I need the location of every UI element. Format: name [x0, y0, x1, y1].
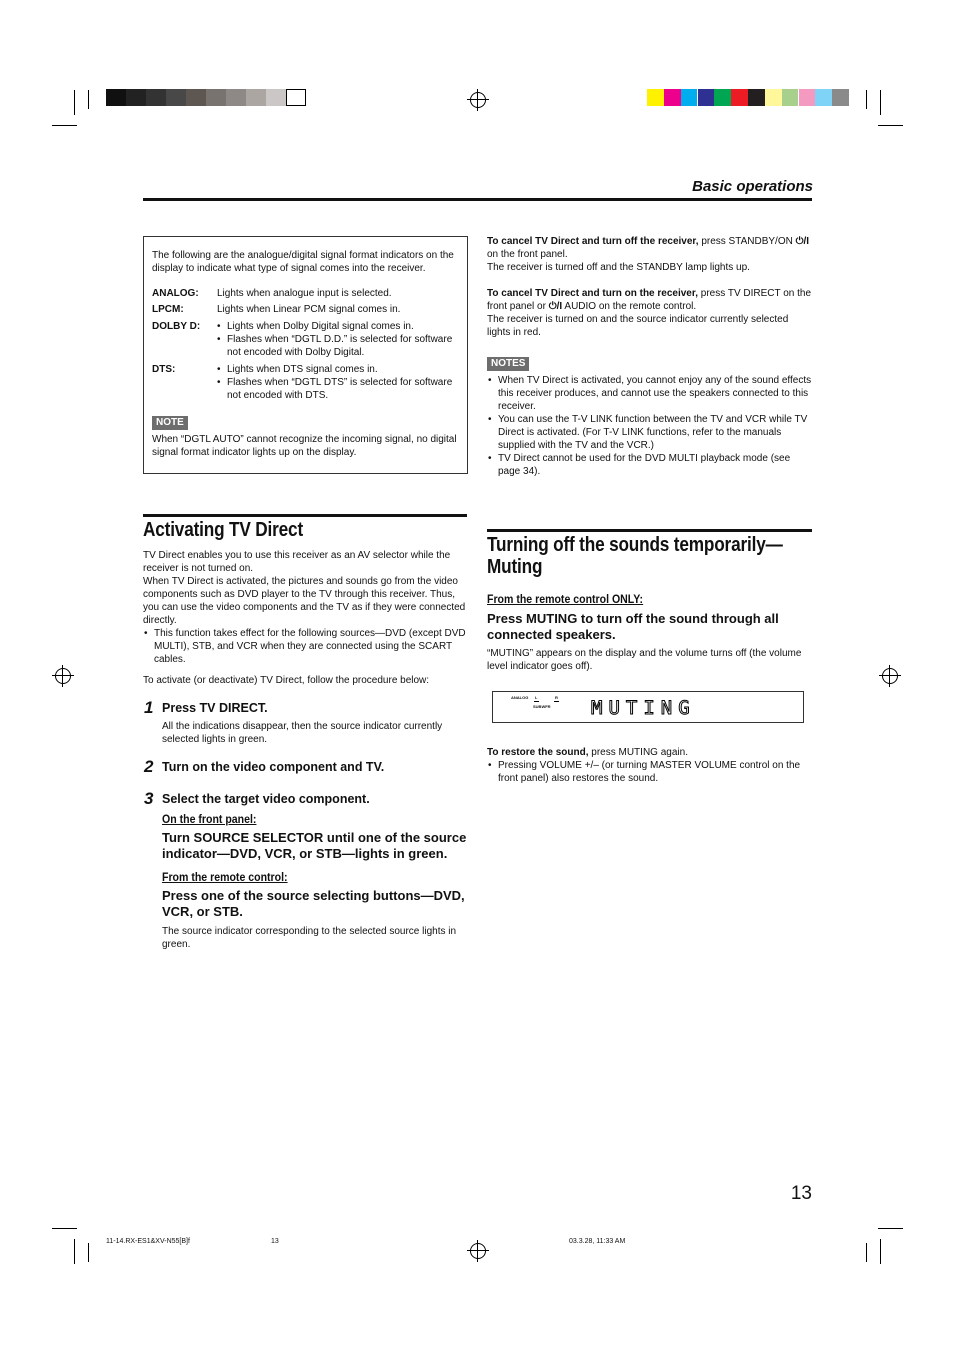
- color-swatch: [832, 89, 849, 106]
- power-symbol-icon: ⏻/I: [795, 236, 810, 247]
- tv-direct-p1: TV Direct enables you to use this receiver as an AV selector while the receiver is not turned on.: [143, 550, 451, 574]
- muting-display-text: MUTING: [591, 697, 696, 719]
- left-channel-indicator: L: [535, 695, 538, 700]
- tv-direct-title: Activating TV Direct: [143, 519, 304, 541]
- def-analog: [152, 287, 457, 300]
- footer-page: 13: [271, 1238, 279, 1245]
- def-term: DTS:: [152, 364, 176, 375]
- note-item: • When TV Direct is activated, you cannot enjoy any of the sound effects this receiver produces, and cannot use the speakers connected to this receiver.: [487, 374, 812, 413]
- step-2-text: Turn on the video component and TV.: [162, 760, 385, 774]
- cancel-off-a: press STANDBY/ON: [698, 236, 796, 247]
- color-swatch: [246, 89, 266, 106]
- restore-rest: press MUTING again.: [588, 747, 688, 758]
- header-rule: [143, 198, 812, 201]
- def-dts: [152, 363, 457, 402]
- color-swatch: [206, 89, 226, 106]
- def-desc: Lights when Linear PCM signal comes in.: [217, 304, 401, 315]
- footer-date: 03.3.28, 11:33 AM: [569, 1238, 626, 1245]
- crop-mark: [74, 1239, 75, 1264]
- tv-direct-bullet: • This function takes effect for the following sources—DVD (except DVD MULTI), STB, and VCR when they are connected using the SCART cables.: [143, 627, 468, 666]
- def-desc-bullet: • Flashes when “DGTL DTS” is selected for software not encoded with DTS.: [216, 376, 457, 402]
- note-item: • You can use the T-V LINK function between the TV and VCR while TV Direct is activated. (For T-V LINK functions, refer to the manuals supplied with the TV and the VCR.): [487, 413, 812, 452]
- power-symbol-icon: ⏻/I: [548, 301, 563, 312]
- muting-instruction: Press MUTING to turn off the sound through all connected speakers.: [487, 611, 779, 642]
- crop-mark: [74, 90, 75, 115]
- registration-mark-icon: [55, 668, 71, 684]
- page-number: 13: [790, 1183, 812, 1204]
- subwoofer-indicator: SUBWFR: [533, 704, 551, 709]
- step-3-text: Select the target video component.: [162, 792, 370, 806]
- crop-mark: [878, 1228, 903, 1229]
- signal-box-intro: The following are the analogue/digital signal format indicators on the display to indicate what type of signal comes into the receiver.: [152, 250, 454, 274]
- grayscale-calibration-bar: [106, 89, 306, 107]
- cancel-off-result: The receiver is turned off and the STANDBY lamp lights up.: [487, 262, 750, 273]
- step-1-desc: All the indications disappear, then the source indicator currently selected lights in green.: [162, 721, 443, 745]
- step-number: 2: [144, 757, 154, 776]
- footer-file: 11-14.RX-ES1&XV-N55[B]f: [106, 1238, 190, 1245]
- def-dolby: [152, 320, 457, 359]
- color-swatch: [698, 89, 715, 106]
- registration-mark-icon: [470, 92, 486, 108]
- tv-direct-p3: To activate (or deactivate) TV Direct, follow the procedure below:: [143, 675, 430, 686]
- cancel-on-bold: To cancel TV Direct and turn on the receiver,: [487, 288, 698, 299]
- crop-mark: [88, 90, 89, 109]
- color-swatch: [815, 89, 832, 106]
- restore-block: [487, 746, 812, 785]
- color-swatch: [186, 89, 206, 106]
- color-swatch: [286, 89, 306, 106]
- crop-mark: [866, 1243, 867, 1262]
- color-swatch: [731, 89, 748, 106]
- cancel-on-result: The receiver is turned on and the source indicator currently selected lights in red.: [487, 314, 789, 338]
- remote-control-heading: From the remote control:: [162, 870, 288, 884]
- step-1-text: Press TV DIRECT.: [162, 701, 268, 715]
- registration-mark-icon: [470, 1243, 486, 1259]
- color-swatch: [226, 89, 246, 106]
- muting-remote-heading: From the remote control ONLY:: [487, 592, 644, 606]
- cancel-on-a: press TV DIRECT on the front panel or: [487, 288, 812, 312]
- def-term: ANALOG:: [152, 288, 199, 299]
- def-term: LPCM:: [152, 304, 184, 315]
- color-swatch: [782, 89, 799, 106]
- crop-mark: [878, 125, 903, 126]
- level-bar: [534, 701, 539, 702]
- color-swatch: [714, 89, 731, 106]
- def-desc-bullet: • Flashes when “DGTL D.D.” is selected for software not encoded with Dolby Digital.: [216, 333, 457, 359]
- crop-mark: [88, 1243, 89, 1262]
- restore-bullet: • Pressing VOLUME +/– (or turning MASTER VOLUME control on the front panel) also restores the sound.: [487, 759, 812, 785]
- signal-indicator-box: [143, 236, 468, 474]
- front-panel-text: Turn SOURCE SELECTOR until one of the source indicator—DVD, VCR, or STB—lights in green.: [162, 830, 467, 861]
- def-term: DOLBY D:: [152, 321, 201, 332]
- step-number: 1: [144, 698, 154, 717]
- section-rule: [143, 514, 467, 517]
- notes-label: NOTES: [487, 357, 529, 371]
- analog-indicator: ANALOG: [511, 695, 529, 700]
- def-desc-bullet: • Lights when Dolby Digital signal comes in.: [216, 320, 457, 333]
- muting-title: Turning off the sounds temporarily—Muting: [487, 534, 783, 578]
- note-item: • TV Direct cannot be used for the DVD MULTI playback mode (see page 34).: [487, 452, 812, 478]
- remote-control-desc: The source indicator corresponding to the selected source lights in green.: [162, 926, 457, 950]
- restore-bold: To restore the sound,: [487, 747, 589, 758]
- cancel-on-b: AUDIO on the remote control.: [562, 301, 697, 312]
- color-swatch: [681, 89, 698, 106]
- color-swatch: [266, 89, 286, 106]
- def-desc-bullet: • Lights when DTS signal comes in.: [216, 363, 457, 376]
- color-swatch: [146, 89, 166, 106]
- cancel-tv-direct-block: [487, 235, 812, 478]
- front-panel-heading: On the front panel:: [162, 812, 257, 826]
- restore-text: [487, 746, 812, 759]
- tv-direct-body: [143, 549, 468, 687]
- cancel-off-bold: To cancel TV Direct and turn off the receiver,: [487, 236, 699, 247]
- level-bar: [554, 701, 559, 702]
- remote-control-text: Press one of the source selecting buttons—DVD, VCR, or STB.: [162, 888, 465, 919]
- note-label: NOTE: [152, 416, 188, 430]
- tv-direct-p2: When TV Direct is activated, the pictures and sounds go from the video components such as DVD player to the TV through this receiver. Thus, you can use the video components and the TV as if they were connected directly.: [143, 576, 466, 626]
- crop-mark: [52, 125, 77, 126]
- section-title: Basic operations: [692, 178, 813, 195]
- cancel-on-text: [487, 287, 812, 313]
- color-swatch: [765, 89, 782, 106]
- color-swatch: [748, 89, 765, 106]
- section-rule: [487, 529, 812, 532]
- crop-mark: [880, 1239, 881, 1264]
- crop-mark: [880, 90, 881, 115]
- color-swatch: [126, 89, 146, 106]
- registration-mark-icon: [882, 668, 898, 684]
- cancel-off-b: on the front panel.: [487, 249, 568, 260]
- cancel-off-text: [487, 235, 812, 261]
- note-text: When “DGTL AUTO” cannot recognize the incoming signal, no digital signal format indicator lights up on the display.: [152, 434, 457, 458]
- color-swatch: [664, 89, 681, 106]
- color-swatch: [647, 89, 664, 106]
- step-number: 3: [144, 789, 154, 808]
- crop-mark: [52, 1228, 77, 1229]
- crop-mark: [866, 90, 867, 109]
- muting-desc: “MUTING” appears on the display and the volume turns off (the volume level indicator goes off).: [487, 648, 802, 672]
- right-channel-indicator: R: [555, 695, 558, 700]
- def-desc: Lights when analogue input is selected.: [217, 288, 392, 299]
- color-swatch: [799, 89, 816, 106]
- color-calibration-bar: [647, 89, 849, 107]
- def-lpcm: [152, 303, 457, 316]
- color-swatch: [166, 89, 186, 106]
- muting-display: [492, 691, 804, 723]
- color-swatch: [106, 89, 126, 106]
